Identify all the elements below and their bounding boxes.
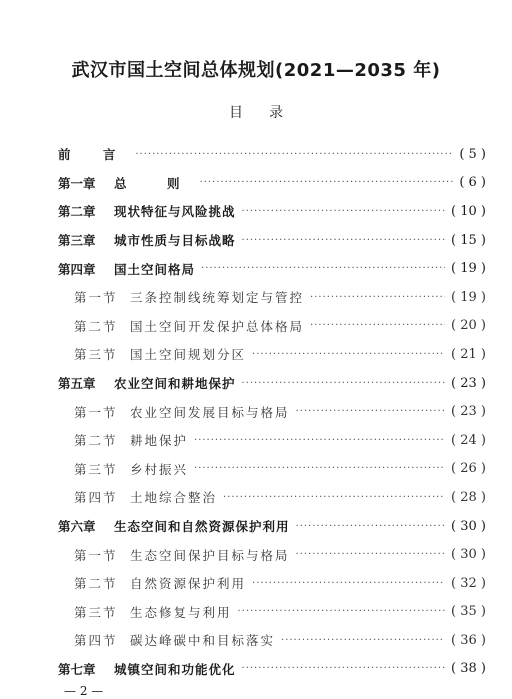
toc-entry-page: ( 24 ) <box>451 432 486 448</box>
toc-entry[interactable] <box>58 540 486 569</box>
toc-entry-number: 第一节 <box>74 290 118 306</box>
toc-entry-title: 土地综合整治 <box>130 490 218 506</box>
toc-entry-page: ( 10 ) <box>451 203 486 219</box>
toc-entry[interactable] <box>58 397 486 426</box>
toc-entry[interactable] <box>58 226 486 255</box>
toc-entry-page: ( 19 ) <box>451 261 486 277</box>
toc-entry[interactable] <box>58 512 486 541</box>
toc-entry-page: ( 5 ) <box>459 146 486 162</box>
toc-heading: 目录 <box>229 105 309 121</box>
toc-entry-page: ( 30 ) <box>451 547 486 563</box>
toc-entry-number: 第二节 <box>74 433 118 449</box>
toc-entry-page: ( 32 ) <box>451 575 486 591</box>
toc-entry[interactable] <box>58 312 486 341</box>
toc-entry-page: ( 15 ) <box>451 232 486 248</box>
toc-entry[interactable] <box>58 369 486 398</box>
toc-entry-title: 国土空间规划分区 <box>130 347 247 363</box>
toc-entry-number: 第四节 <box>74 490 118 506</box>
toc-leader-dots <box>310 320 445 331</box>
toc-entry-page: ( 20 ) <box>451 318 486 334</box>
toc-entry-page: ( 36 ) <box>451 632 486 648</box>
toc-entry-title: 乡村振兴 <box>130 461 189 477</box>
toc-leader-dots <box>252 349 445 360</box>
toc-entry-number: 第一章 <box>58 175 96 191</box>
toc-entry-page: ( 19 ) <box>451 289 486 305</box>
toc-entry[interactable] <box>58 483 486 512</box>
toc-entry[interactable] <box>58 426 486 455</box>
toc-entry-title: 现状特征与风险挑战 <box>114 204 236 220</box>
toc-leader-dots <box>238 606 446 617</box>
toc-leader-dots <box>296 549 446 560</box>
toc-leader-dots <box>296 521 446 532</box>
toc-entry-title: 总 则 <box>114 175 194 191</box>
toc-entry-number: 第五章 <box>58 376 96 392</box>
toc-entry-number: 第一节 <box>74 404 118 420</box>
toc-leader-dots <box>194 435 445 446</box>
document-title: 武汉市国土空间总体规划(2021—2035 年) <box>71 60 441 81</box>
toc-entry-title: 生态空间和自然资源保护利用 <box>114 519 290 535</box>
toc-leader-dots <box>194 463 445 474</box>
toc-entry-page: ( 21 ) <box>451 346 486 362</box>
toc-leader-dots <box>201 263 445 274</box>
toc-entry[interactable] <box>58 140 486 169</box>
toc-entry[interactable] <box>58 626 486 655</box>
toc-entry-number: 第四节 <box>74 633 118 649</box>
toc-entry-page: ( 23 ) <box>451 375 486 391</box>
toc-entry[interactable] <box>58 283 486 312</box>
toc-entry-number: 第六章 <box>58 519 96 535</box>
toc-entry-title: 耕地保护 <box>130 433 189 449</box>
toc-leader-dots <box>252 578 445 589</box>
toc-entry-page: ( 6 ) <box>459 175 486 191</box>
toc-entry-number: 第一节 <box>74 547 118 563</box>
page-number-footer: — 2 — <box>64 684 104 698</box>
toc-entry-title: 生态空间保护目标与格局 <box>130 547 290 563</box>
toc-entry-page: ( 26 ) <box>451 461 486 477</box>
toc-entry-title: 国土空间开发保护总体格局 <box>130 318 305 334</box>
toc-entry-number: 第三章 <box>58 233 96 249</box>
toc-entry-number: 第四章 <box>58 261 96 277</box>
toc-leader-dots <box>310 292 445 303</box>
toc-leader-dots <box>242 378 446 389</box>
toc-entry-number: 第三节 <box>74 604 118 620</box>
toc-entry-title: 生态修复与利用 <box>130 604 232 620</box>
toc-entry-number: 第二节 <box>74 576 118 592</box>
toc-entry-page: ( 28 ) <box>451 489 486 505</box>
toc-leader-dots <box>281 635 445 646</box>
toc-entry[interactable] <box>58 455 486 484</box>
toc-entry-number: 第三节 <box>74 347 118 363</box>
toc-entry[interactable] <box>58 169 486 198</box>
toc-entry[interactable] <box>58 598 486 627</box>
toc-entry-title: 农业空间发展目标与格局 <box>130 404 290 420</box>
toc-entry-page: ( 35 ) <box>451 604 486 620</box>
toc-entry-title: 碳达峰碳中和目标落实 <box>130 633 276 649</box>
toc-entry-number: 第二章 <box>58 204 96 220</box>
toc-entry-number: 前 言 <box>58 147 130 163</box>
toc-entry[interactable] <box>58 254 486 283</box>
toc-entry-number: 第七章 <box>58 661 96 677</box>
toc-entry-title: 三条控制线统筹划定与管控 <box>130 290 305 306</box>
toc-leader-dots <box>200 177 454 188</box>
toc-leader-dots <box>296 406 446 417</box>
toc-entry[interactable] <box>58 569 486 598</box>
toc-leader-dots <box>223 492 445 503</box>
toc-leader-dots <box>242 235 446 246</box>
toc-leader-dots <box>242 663 446 674</box>
toc-entry[interactable] <box>58 655 486 684</box>
toc-entry[interactable] <box>58 197 486 226</box>
toc-entry-title: 城镇空间和功能优化 <box>114 661 236 677</box>
toc-entry-page: ( 23 ) <box>451 404 486 420</box>
toc-entry-number: 第三节 <box>74 461 118 477</box>
toc-entry-page: ( 38 ) <box>451 661 486 677</box>
toc-leader-dots <box>135 149 453 160</box>
toc-entry-title: 农业空间和耕地保护 <box>114 376 236 392</box>
table-of-contents <box>58 140 486 683</box>
toc-entry[interactable] <box>58 340 486 369</box>
toc-leader-dots <box>242 206 446 217</box>
toc-entry-title: 国土空间格局 <box>114 261 196 277</box>
toc-entry-number: 第二节 <box>74 318 118 334</box>
toc-entry-page: ( 30 ) <box>451 518 486 534</box>
toc-entry-title: 自然资源保护利用 <box>130 576 247 592</box>
toc-entry-title: 城市性质与目标战略 <box>114 233 236 249</box>
